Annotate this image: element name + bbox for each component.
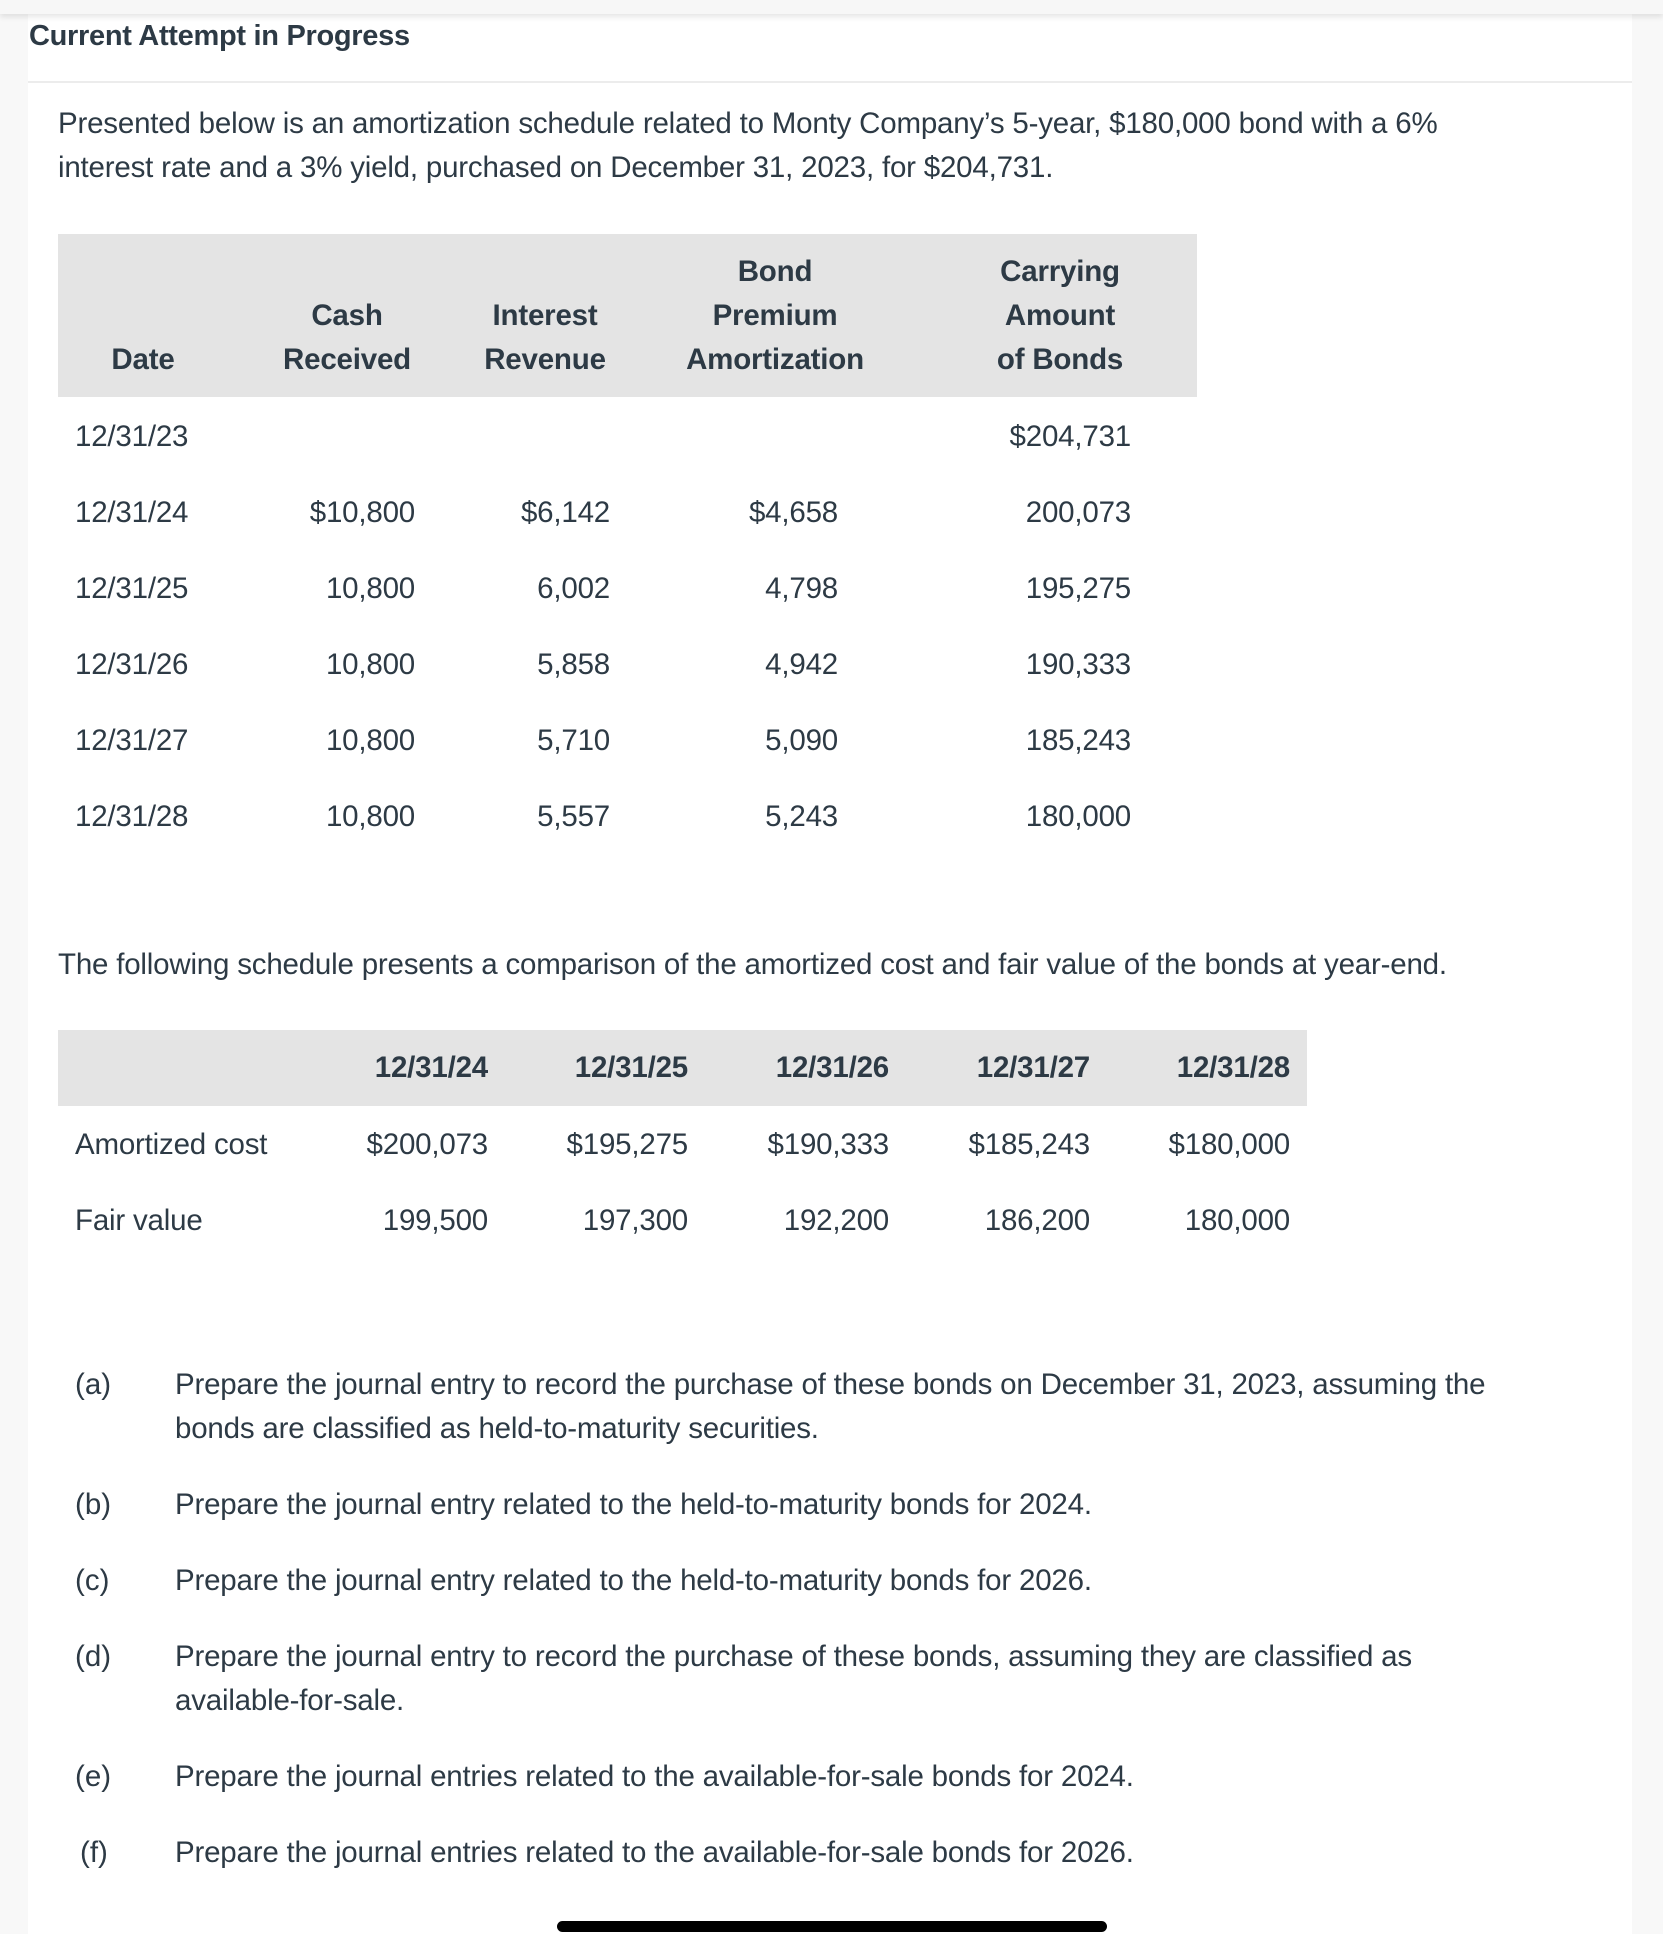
col-header-date: 12/31/28 (1176, 1051, 1290, 1084)
row-label-fair-value: Fair value (75, 1204, 203, 1237)
cell-cash: $10,800 (309, 496, 415, 529)
col-header-cash-1: Cash (311, 299, 383, 332)
cell-carrying: 180,000 (1025, 800, 1131, 833)
col-header-date: 12/31/24 (374, 1051, 488, 1084)
question-label: (c) (75, 1564, 110, 1597)
question-label: (d) (75, 1640, 112, 1673)
cell-date: 12/31/23 (75, 420, 189, 453)
home-indicator[interactable] (557, 1921, 1107, 1932)
cell-cash: 10,800 (325, 724, 415, 757)
cell-cash: 10,800 (325, 800, 415, 833)
cell-interest: $6,142 (520, 496, 610, 529)
col-header-cash-2: Received (283, 343, 411, 376)
row-label-amortized-cost: Amortized cost (75, 1128, 268, 1161)
question-text-line: available-for-sale. (175, 1684, 405, 1717)
cell-carrying: $204,731 (1009, 420, 1131, 453)
cell-carrying: 190,333 (1025, 648, 1131, 681)
cell-value: $200,073 (366, 1128, 488, 1161)
intro-line-2: interest rate and a 3% yield, purchased on December 31, 2023, for $204,731. (58, 151, 1054, 184)
cell-date: 12/31/25 (75, 572, 189, 605)
question-text-line: Prepare the journal entry related to the held-to-maturity bonds for 2026. (175, 1564, 1092, 1597)
question-text-line: Prepare the journal entry to record the purchase of these bonds on December 31, 2023, assuming the (175, 1368, 1486, 1401)
question-text-line: Prepare the journal entry related to the held-to-maturity bonds for 2024. (175, 1488, 1092, 1521)
cell-value: 199,500 (382, 1204, 488, 1237)
cell-value: 197,300 (582, 1204, 688, 1237)
intro-line-1: Presented below is an amortization schedule related to Monty Company’s 5-year, $180,000 bond with a 6% (58, 107, 1438, 140)
question-label: (a) (75, 1368, 112, 1401)
col-header-carrying-1: Carrying (1000, 255, 1120, 288)
question-text-line: bonds are classified as held-to-maturity securities. (175, 1412, 819, 1445)
col-header-interest-1: Interest (492, 299, 598, 332)
cell-value: 186,200 (984, 1204, 1090, 1237)
comparison-intro: The following schedule presents a comparison of the amortized cost and fair value of the bonds at year-end. (58, 948, 1447, 981)
cell-value: $195,275 (566, 1128, 688, 1161)
col-header-premium-1: Bond (737, 255, 813, 288)
cell-cash: 10,800 (325, 572, 415, 605)
top-bar (0, 0, 1663, 14)
cell-value: $190,333 (767, 1128, 889, 1161)
cell-premium: 5,243 (765, 800, 838, 833)
cell-value: 192,200 (783, 1204, 889, 1237)
cell-date: 12/31/27 (75, 724, 189, 757)
question-label: (e) (75, 1760, 112, 1793)
col-header-carrying-3: of Bonds (996, 343, 1124, 376)
cell-carrying: 200,073 (1025, 496, 1131, 529)
cell-interest: 5,710 (537, 724, 610, 757)
title-divider (28, 81, 1632, 83)
col-header-date: 12/31/27 (976, 1051, 1090, 1084)
page-title: Current Attempt in Progress (29, 20, 410, 52)
col-header-premium-3: Amortization (686, 343, 864, 376)
cell-value: $180,000 (1168, 1128, 1290, 1161)
question-label: (f) (80, 1836, 108, 1869)
col-header-date: 12/31/26 (775, 1051, 889, 1084)
col-header-date: 12/31/25 (574, 1051, 688, 1084)
cell-date: 12/31/26 (75, 648, 189, 681)
cell-date: 12/31/28 (75, 800, 189, 833)
cell-cash: 10,800 (325, 648, 415, 681)
cell-premium: $4,658 (748, 496, 838, 529)
cell-premium: 4,942 (765, 648, 838, 681)
cell-interest: 5,858 (537, 648, 610, 681)
cell-date: 12/31/24 (75, 496, 189, 529)
col-header-interest-2: Revenue (484, 343, 606, 376)
cell-interest: 5,557 (537, 800, 610, 833)
cell-carrying: 195,275 (1025, 572, 1131, 605)
col-header-premium-2: Premium (712, 299, 838, 332)
col-header-date: Date (111, 343, 175, 376)
cell-value: $185,243 (968, 1128, 1090, 1161)
cell-interest: 6,002 (537, 572, 610, 605)
question-text-line: Prepare the journal entries related to the available-for-sale bonds for 2024. (175, 1760, 1134, 1793)
cell-carrying: 185,243 (1025, 724, 1131, 757)
question-label: (b) (75, 1488, 112, 1521)
question-text-line: Prepare the journal entries related to the available-for-sale bonds for 2026. (175, 1836, 1134, 1869)
col-header-carrying-2: Amount (1004, 299, 1116, 332)
cell-value: 180,000 (1184, 1204, 1290, 1237)
cell-premium: 4,798 (765, 572, 838, 605)
cell-premium: 5,090 (765, 724, 838, 757)
question-text-line: Prepare the journal entry to record the purchase of these bonds, assuming they are classified as (175, 1640, 1412, 1673)
